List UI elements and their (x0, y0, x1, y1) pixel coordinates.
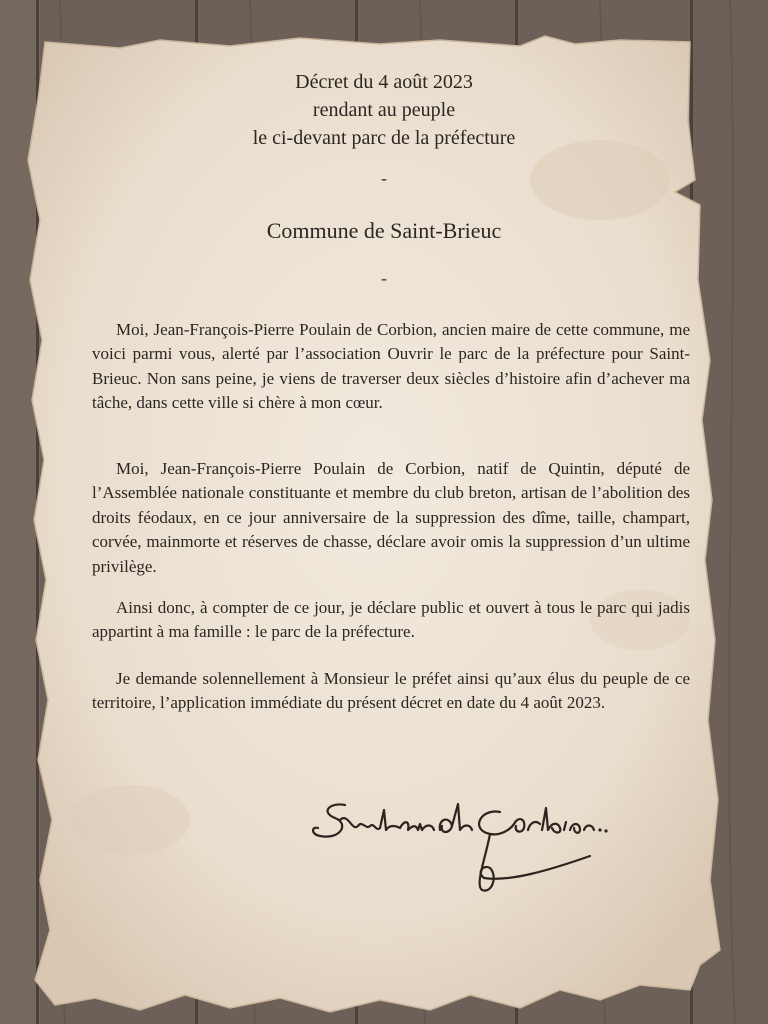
paragraph-biography: Moi, Jean-François-Pierre Poulain de Corbion, natif de Quintin, député de l’Assemblée nationale constituante et membre du club breton, artisan de l’abolition des droits féodaux, en ce jour anniversaire de la suppression des dîme, taille, champart, corvée, mainmorte et réserves de chasse, déclare avoir omis la suppression d’un ultime privilège. (92, 459, 690, 576)
separator: - (381, 168, 387, 188)
commune-heading: Commune de Saint-Brieuc (266, 218, 502, 243)
paragraph-introduction: Moi, Jean-François-Pierre Poulain de Corbion, ancien maire de cette commune, me voici parmi vous, alerté par l’association Ouvrir le parc de la préfecture pour Saint-Brieuc. Non sans peine, je viens de traverser deux siècles d’histoire afin d’achever ma tâche, dans cette ville si chère à mon cœur. (92, 320, 690, 413)
separator: - (381, 268, 387, 288)
decree-title: Décret du 4 août 2023 (295, 71, 473, 93)
signature-text: Poulain de Corbion (300, 777, 425, 794)
decree-subtitle: rendant au peuple (312, 99, 456, 121)
decree-subtitle-2: le ci-devant parc de la préfecture (252, 127, 516, 149)
paragraph-request: Je demande solennellement à Monsieur le préfet ainsi qu’aux élus du peuple de ce territoire, l’application immédiate du présent décret en date du 4 août 2023. (92, 669, 690, 713)
paragraph-declaration: Ainsi donc, à compter de ce jour, je déclare public et ouvert à tous le parc qui jadis appartint à ma famille : le parc de la préfecture. (92, 598, 690, 642)
handwritten-signature (300, 777, 630, 910)
